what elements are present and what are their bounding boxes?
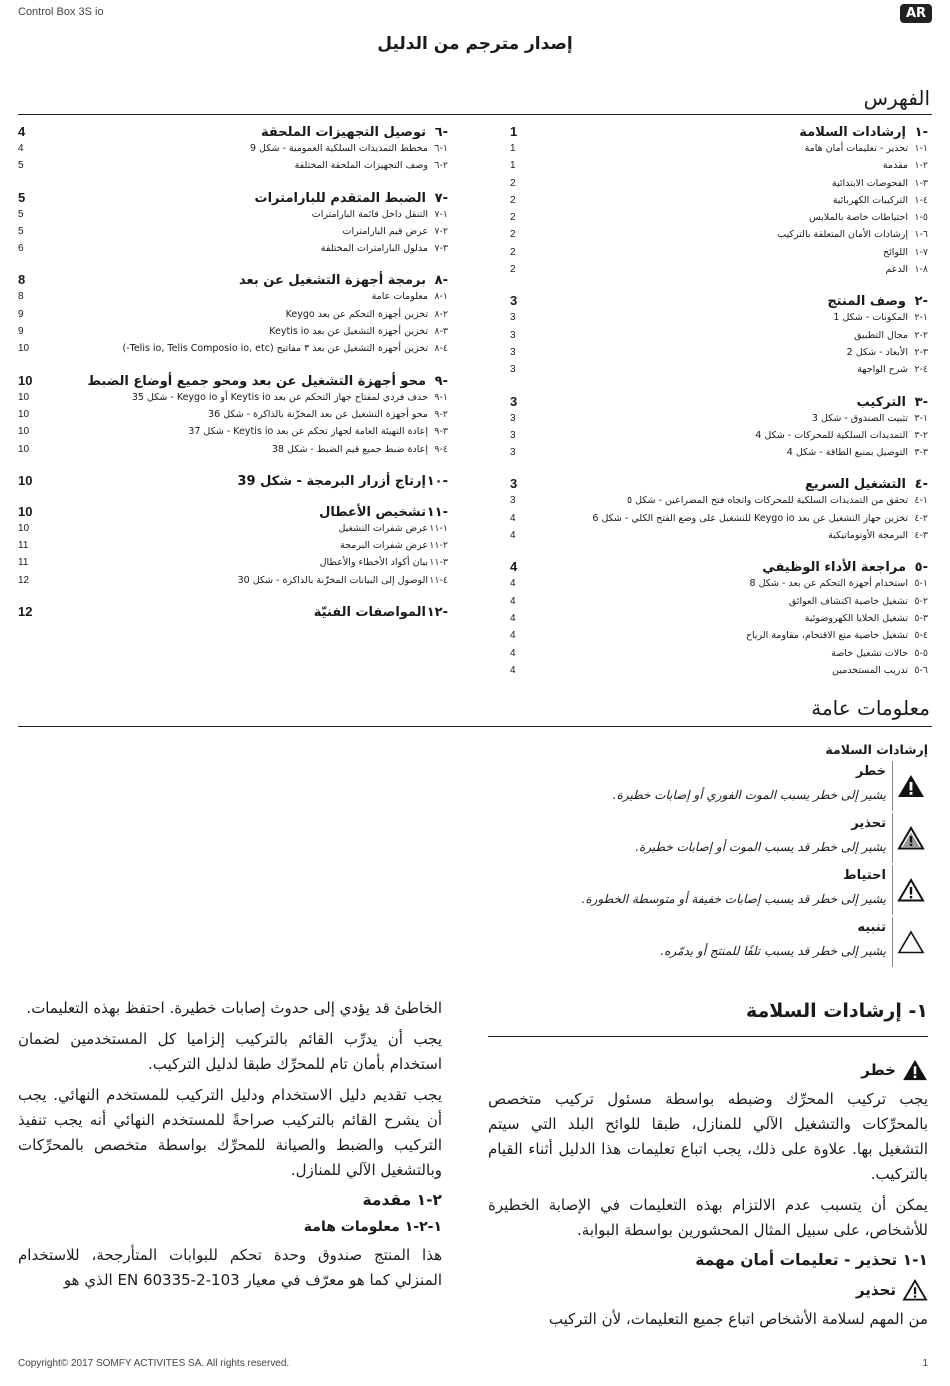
toc-entry-number: ١-٧ <box>434 208 448 220</box>
hazard-signal-word: خطر <box>855 764 886 779</box>
toc-entry <box>18 160 448 177</box>
hazard-row <box>18 813 928 863</box>
toc-entry <box>510 665 928 682</box>
toc-entry-page: 6 <box>18 243 24 255</box>
product-name: Control Box 3S io <box>18 6 104 18</box>
caution-icon <box>897 877 925 903</box>
hazard-description: يشير إلى خطر قد يسبب الموت أو إصابات خطيرة. <box>635 840 886 854</box>
toc-entry-page: 3 <box>510 447 516 459</box>
toc-entry-title: تحذير - تعليمات أمان هامة <box>804 143 908 154</box>
toc-entry-page: 10 <box>18 391 30 403</box>
toc-entry-title: إعادة التهيئة العامة لجهاز تحكم عن بعد Keytis io - شكل 37 <box>188 426 428 438</box>
toc-section-number: -٧ <box>434 190 448 206</box>
safety-levels-title: إرشادات السلامة <box>825 742 928 757</box>
toc-entry <box>510 430 928 447</box>
toc-section <box>510 476 928 547</box>
toc-entry-title: حذف فردي لمفتاح جهاز التحكم عن بعد Keytis io أو Keygo io - شكل 35 <box>131 391 428 403</box>
subsubsection-heading: ١-٢-١ معلومات هامة <box>303 1219 442 1235</box>
toc-entry-page: 10 <box>18 443 30 455</box>
toc-entry-title: حالات تشغيل خاصة <box>831 647 908 659</box>
toc-entry <box>510 143 928 160</box>
toc-entry-page: 1 <box>510 143 516 154</box>
toc-entry <box>18 309 448 326</box>
toc-entry-page: 2 <box>510 177 516 189</box>
toc-section-title: برمجة أجهزة التشغيل عن بعد <box>239 273 426 289</box>
danger-heading <box>488 1059 928 1081</box>
toc-section-page: 10 <box>18 372 33 388</box>
toc-entry-page: 9 <box>18 326 24 338</box>
paragraph: هذا المنتج صندوق وحدة تحكم للبوابات المتأرجحة، للاستخدام المنزلي كما هو معرّف في معيار EN 60335-2-103 الذي هو <box>18 1246 442 1289</box>
toc-entry-page: 4 <box>510 530 516 542</box>
toc-entry-page: 3 <box>510 329 516 341</box>
toc-entry-title: تدريب المستخدمين <box>832 664 908 676</box>
toc-section-number: -١١ <box>426 504 448 520</box>
toc-entry-page: 5 <box>18 225 24 237</box>
hazard-text <box>18 865 886 915</box>
toc-entry-number: ٦-٥ <box>914 664 928 676</box>
toc-section-title: توصيل التجهيزات الملحقة <box>260 125 426 140</box>
toc-entry-title: التوصيل بمنبع الطاقة - شكل 4 <box>786 447 908 459</box>
toc-title: الفهرس <box>863 86 930 110</box>
toc-entry-number: ٤-٩ <box>434 443 448 455</box>
toc-section-number: -٤ <box>914 477 928 493</box>
hazard-description: يشير إلى خطر قد يسبب تلفًا للمنتج أو يدمّره. <box>660 944 886 958</box>
toc-entry <box>18 143 448 160</box>
toc-entry <box>510 413 928 430</box>
warning-heading <box>488 1279 928 1301</box>
toc-section-title: التشغيل السريع <box>804 477 906 493</box>
hazard-description: يشير إلى خطر يسبب الموت الفوري أو إصابات خطيرة. <box>612 788 886 802</box>
hazard-icon-cell <box>892 761 928 811</box>
toc-entry-title: وصف التجهيزات الملحقة المختلفة <box>294 160 428 172</box>
toc-entry-title: تشغيل الخلايا الكهروضوئية <box>804 612 908 624</box>
toc-entry-title: مقدمة <box>882 160 908 172</box>
toc-entry-title: الدعم <box>885 264 908 276</box>
general-info-divider <box>18 726 932 727</box>
toc-entry <box>18 575 448 592</box>
toc-entry <box>18 444 448 461</box>
toc-entry-title: تحقق من التمديدات السلكية للمحركات واتجاه فتح المصراعين - شكل ٥ <box>626 495 908 507</box>
toc-section-number: -٢ <box>914 294 928 310</box>
toc-entry <box>18 523 448 540</box>
toc-section-title: التركيب <box>856 394 906 410</box>
toc-entry-page: 10 <box>18 343 30 355</box>
toc-entry-number: ٦-١ <box>914 229 928 241</box>
toc-section <box>18 272 448 360</box>
toc-entry-number: ٢-٨ <box>434 308 448 320</box>
toc-section-page: 10 <box>18 503 33 519</box>
toc-entry-title: التمديدات السلكية للمحركات - شكل 4 <box>755 429 908 441</box>
toc-entry-number: ٢-٩ <box>434 408 448 420</box>
toc-entry-page: 2 <box>510 194 516 206</box>
toc-section-number: -٥ <box>914 560 928 576</box>
toc-entry-page: 4 <box>18 143 24 154</box>
toc-entry-page: 11 <box>18 540 29 552</box>
toc-section-number: -١٢ <box>426 605 448 621</box>
toc-entry <box>18 343 448 360</box>
toc-entry-title: البرمجة الأوتوماتيكية <box>828 530 908 542</box>
toc-entry-number: ١-٦ <box>434 143 448 154</box>
toc-entry-number: ٣-٢ <box>914 346 928 358</box>
toc-section-number: -١ <box>914 125 928 140</box>
toc-entry-number: ٢-٧ <box>434 225 448 237</box>
paragraph: من المهم لسلامة الأشخاص اتباع جميع التعليمات، لأن التركيب <box>548 1310 928 1328</box>
paragraph: يمكن أن يتسبب عدم الالتزام بهذه التعليمات في الإصابة الخطيرة للأشخاص، على سبيل المثال المحشورين بواسطة البوابة. <box>488 1196 928 1239</box>
toc-entry <box>510 513 928 530</box>
toc-entry-title: تخزين أجهزة التشغيل عن بعد ٣ مفاتيح (Telis io, Telis Composio io, etc-) <box>122 343 428 355</box>
toc-section-page: 3 <box>510 393 518 409</box>
toc-entry-title: عرض شفرات التشغيل <box>338 522 428 534</box>
toc-section-page: 12 <box>18 604 33 620</box>
safety-levels-box <box>18 742 928 969</box>
toc-entry-page: 2 <box>510 229 516 241</box>
toc-entry-number: ٣-١١ <box>429 557 448 569</box>
paragraph: يجب تركيب المحرِّك وضبطه بواسطة مسئول تركيب متخصص بالمحرِّكات والتشغيل الآلي للمنازل، طبقا للوائح البلد التي سيتم التشغيل بها. علاوة على ذلك، يجب اتباع تعليمات هذا الدليل أثناء القيام بالتركيب. <box>488 1090 928 1183</box>
toc-entry-number: ٢-٣ <box>914 429 928 441</box>
toc-section-heading <box>510 124 928 143</box>
subsection-heading-intro: ٢-١ مقدمة <box>362 1191 442 1209</box>
hazard-row <box>18 917 928 967</box>
toc-entry-number: ٧-١ <box>914 246 928 258</box>
toc-entry-title: إعادة ضبط جميع قيم الضبط - شكل 38 <box>271 443 428 455</box>
toc-entry-number: ٣-٣ <box>914 447 928 459</box>
toc-entry <box>510 312 928 329</box>
toc-entry-number: ٥-١ <box>914 212 928 224</box>
toc-section <box>18 604 448 623</box>
toc-right-column <box>510 124 928 694</box>
toc-entry-page: 3 <box>510 346 516 358</box>
toc-entry-title: الفحوصات الابتدائية <box>831 177 908 189</box>
toc-entry-page: 1 <box>510 160 516 172</box>
toc-section-heading <box>18 190 448 209</box>
toc-entry <box>18 540 448 557</box>
toc-entry-number: ١-٩ <box>434 391 448 403</box>
toc-entry <box>18 557 448 574</box>
toc-section <box>510 394 928 465</box>
toc-entry-title: شرح الواجهة <box>857 364 908 376</box>
copyright-notice: Copyright© 2017 SOMFY ACTIVITES SA. All rights reserved. <box>18 1358 290 1369</box>
toc-entry-title: احتياطات خاصة بالملابس <box>809 212 908 224</box>
toc-section <box>18 124 448 178</box>
toc-section-heading <box>18 473 448 492</box>
toc-entry <box>510 630 928 647</box>
toc-section-number: -٩ <box>434 373 448 389</box>
toc-entry <box>510 530 928 547</box>
toc-entry <box>18 409 448 426</box>
toc-section-heading <box>18 124 448 143</box>
toc-entry <box>510 264 928 281</box>
toc-entry-title: بيان أكواد الأخطاء والأعطال <box>319 557 428 569</box>
toc-entry-number: ٣-٤ <box>914 530 928 542</box>
toc-entry-page: 3 <box>510 412 516 424</box>
toc-section-number: -٦ <box>434 125 448 140</box>
toc-section-page: 10 <box>18 472 33 488</box>
hazard-icon-cell <box>892 917 928 967</box>
toc-entry <box>510 648 928 665</box>
hazard-row <box>18 761 928 811</box>
toc-entry-title: الأبعاد - شكل 2 <box>846 346 908 358</box>
toc-entry <box>510 447 928 464</box>
toc-entry <box>510 330 928 347</box>
notice-icon <box>897 929 925 955</box>
hazard-signal-word: احتياط <box>843 868 886 883</box>
toc-section <box>18 373 448 461</box>
toc-entry-number: ١-١١ <box>429 522 448 534</box>
toc-entry-page: 3 <box>510 429 516 441</box>
toc-entry-number: ٨-١ <box>914 264 928 276</box>
toc-section-page: 4 <box>510 559 518 575</box>
toc-entry-title: عرض قيم البارامترات <box>342 225 428 237</box>
hazard-description: يشير إلى خطر قد يسبب إصابات خفيفة أو متوسطة الخطورة. <box>581 892 886 906</box>
toc-section-heading <box>18 504 448 523</box>
paragraph: يجب تقديم دليل الاستخدام ودليل التركيب للمستخدم النهائي. يجب أن يشرح القائم بالتركيب صراحةً للمستخدم النهائي أنه يجب تنفيذ التركيب والضبط والصيانة للمحرِّك بواسطة متخصص بالمحرِّكات وبالتشغيل الآلي للمنازل. <box>18 1086 442 1179</box>
toc-entry-page: 11 <box>18 557 29 569</box>
toc-entry-number: ٢-٢ <box>914 329 928 341</box>
toc-section-title: إرتاج أزرار البرمجة - شكل 39 <box>237 473 426 489</box>
toc-entry-page: 8 <box>18 291 24 303</box>
toc-section-title: مراجعة الأداء الوظيفي <box>762 560 906 576</box>
toc-section <box>18 190 448 261</box>
toc-entry <box>18 209 448 226</box>
toc-section-title: محو أجهزة التشغيل عن بعد ومحو جميع أوضاع الضبط <box>87 373 426 389</box>
toc-entry-page: 5 <box>18 208 24 220</box>
toc-section <box>18 473 448 492</box>
toc-section <box>510 293 928 381</box>
toc-entry <box>510 596 928 613</box>
toc-section-title: تشخيص الأعطال <box>319 504 426 520</box>
toc-section-number: -٣ <box>914 394 928 410</box>
warning-label: تحذير <box>855 1281 896 1299</box>
danger-icon <box>902 1059 928 1081</box>
toc-section <box>510 124 928 281</box>
hazard-text <box>18 813 886 863</box>
toc-entry <box>18 392 448 409</box>
toc-section-title: إرشادات السلامة <box>799 125 906 140</box>
toc-entry-number: ١-٨ <box>434 291 448 303</box>
toc-entry-title: التنقل داخل قائمة البارامترات <box>311 208 428 220</box>
toc-entry-title: تشغيل خاصية اكتشاف العوائق <box>788 595 908 607</box>
toc-entry-page: 2 <box>510 264 516 276</box>
toc-section-page: 8 <box>18 272 26 288</box>
toc-entry-number: ٢-٦ <box>434 160 448 172</box>
section-heading-safety: ١- إرشادات السلامة <box>745 1000 928 1022</box>
toc-entry-number: ٤-٢ <box>914 364 928 376</box>
toc-entry <box>510 495 928 512</box>
paragraph: الخاطئ قد يؤدي إلى حدوث إصابات خطيرة. احتفظ بهذه التعليمات. <box>26 999 442 1017</box>
toc-entry-number: ١-٥ <box>914 578 928 590</box>
toc-entry <box>510 178 928 195</box>
toc-entry-title: التركيبات الكهربائية <box>832 194 908 206</box>
toc-entry <box>510 578 928 595</box>
toc-entry-page: 5 <box>18 160 24 172</box>
left-text-column <box>18 996 442 1299</box>
toc-entry-page: 4 <box>510 595 516 607</box>
toc-entry-page: 2 <box>510 246 516 258</box>
hazard-signal-word: تحذير <box>851 816 886 831</box>
page-number: 1 <box>922 1358 928 1369</box>
hazard-text <box>18 917 886 967</box>
toc-left-column <box>18 124 448 635</box>
toc-section-heading <box>18 604 448 623</box>
toc-entry-number: ١-٤ <box>914 495 928 507</box>
toc-entry <box>18 226 448 243</box>
toc-entry-page: 2 <box>510 212 516 224</box>
toc-entry-number: ١-٢ <box>914 312 928 324</box>
toc-entry-title: تشغيل خاصية منع الاقتحام، مقاومة الرياح <box>745 630 908 642</box>
toc-section-page: 4 <box>18 124 26 139</box>
toc-entry-page: 4 <box>510 512 516 524</box>
toc-section-heading <box>510 559 928 578</box>
toc-section-title: الضبط المتقدم للبارامترات <box>254 190 426 206</box>
warning-icon <box>897 825 925 851</box>
language-badge: AR <box>900 4 932 23</box>
toc-divider <box>18 114 932 115</box>
hazard-icon-cell <box>892 865 928 915</box>
toc-entry <box>510 160 928 177</box>
toc-entry <box>510 212 928 229</box>
toc-entry-number: ٢-٤ <box>914 512 928 524</box>
hazard-icon-cell <box>892 813 928 863</box>
toc-entry-page: 4 <box>510 664 516 676</box>
toc-entry-title: تخزين أجهزة التحكم عن بعد Keygo <box>285 308 428 320</box>
toc-entry <box>510 613 928 630</box>
toc-entry <box>510 247 928 264</box>
toc-entry <box>510 195 928 212</box>
heading-rule <box>488 1036 928 1037</box>
general-info-title: معلومات عامة <box>811 696 930 720</box>
toc-entry-number: ١-١ <box>914 143 928 154</box>
toc-entry <box>18 291 448 308</box>
toc-entry-page: 4 <box>510 630 516 642</box>
toc-entry-title: تثبيت الصندوق - شكل 3 <box>811 412 908 424</box>
toc-entry-page: 4 <box>510 647 516 659</box>
warning-icon <box>902 1279 928 1301</box>
toc-entry-page: 10 <box>18 408 30 420</box>
toc-section <box>18 504 448 592</box>
paragraph: يجب أن يدرِّب القائم بالتركيب إلزاميا كل المستخدمين لضمان استخدام بأمان تام للمحرِّك طبقا لدليل التركيب. <box>18 1030 442 1073</box>
toc-entry-page: 9 <box>18 308 24 320</box>
toc-entry-page: 4 <box>510 612 516 624</box>
toc-entry-title: المكونات - شكل 1 <box>833 312 908 324</box>
subsection-heading-warning: ١-١ تحذير - تعليمات أمان مهمة <box>695 1251 928 1269</box>
toc-entry <box>18 326 448 343</box>
toc-entry-number: ٣-٧ <box>434 243 448 255</box>
toc-entry-number: ٣-٥ <box>914 612 928 624</box>
toc-entry-number: ٣-٨ <box>434 326 448 338</box>
toc-entry <box>18 426 448 443</box>
toc-entry-number: ٥-٥ <box>914 647 928 659</box>
toc-section-heading <box>510 293 928 312</box>
toc-entry-title: مجال التطبيق <box>854 329 908 341</box>
danger-label: خطر <box>861 1061 896 1079</box>
toc-section-page: 3 <box>510 293 518 309</box>
toc-entry <box>18 243 448 260</box>
toc-entry-page: 3 <box>510 364 516 376</box>
toc-entry-number: ٣-٩ <box>434 426 448 438</box>
hazard-signal-word: تنبيه <box>857 920 886 935</box>
hazard-list <box>18 761 928 967</box>
toc-entry-title: مدلول البارامترات المختلفة <box>320 243 428 255</box>
toc-entry-number: ٤-١ <box>914 194 928 206</box>
toc-entry-title: استخدام أجهزة التحكم عن بعد - شكل 8 <box>749 578 908 590</box>
toc-entry-page: 3 <box>510 312 516 324</box>
toc-entry-page: 10 <box>18 522 30 534</box>
toc-entry-page: 10 <box>18 426 30 438</box>
toc-section-page: 1 <box>510 124 518 139</box>
toc-entry-title: اللوائح <box>882 246 908 258</box>
toc-section-heading <box>510 476 928 495</box>
toc-section-heading <box>18 373 448 392</box>
toc-entry-title: محو أجهزة التشغيل عن بعد المخزّنة بالذاكرة - شكل 36 <box>208 408 428 420</box>
toc-section-number: -١٠ <box>426 473 448 489</box>
toc-entry-number: ٢-١ <box>914 160 928 172</box>
toc-entry-title: مخطط التمديدات السلكية العمومية - شكل 9 <box>249 143 428 154</box>
toc-entry-page: 12 <box>18 574 30 586</box>
danger-icon <box>897 773 925 799</box>
toc-entry-number: ٢-١١ <box>429 540 448 552</box>
toc-entry-number: ٤-١١ <box>429 574 448 586</box>
toc-entry <box>510 347 928 364</box>
toc-section-page: 5 <box>18 189 26 205</box>
toc-section-heading <box>510 394 928 413</box>
toc-entry-number: ٤-٥ <box>914 630 928 642</box>
right-text-column <box>488 1000 928 1338</box>
toc-section-title: المواصفات الفنيّة <box>313 605 426 621</box>
toc-entry-number: ٤-٨ <box>434 343 448 355</box>
document-title: إصدار مترجم من الدليل <box>377 34 573 54</box>
toc-entry <box>510 364 928 381</box>
toc-entry-number: ٣-١ <box>914 177 928 189</box>
toc-entry-title: عرض شفرات البرمجة <box>340 540 428 552</box>
toc-entry-number: ٢-٥ <box>914 595 928 607</box>
toc-entry-title: إرشادات الأمان المتعلقة بالتركيب <box>777 229 908 241</box>
hazard-text <box>18 761 886 811</box>
toc-entry-page: 3 <box>510 495 516 507</box>
toc-entry-page: 4 <box>510 578 516 590</box>
toc-entry-title: معلومات عامة <box>371 291 428 303</box>
toc-entry-title: الوصول إلى البيانات المخزّنة بالذاكرة - شكل 30 <box>237 574 428 586</box>
toc-entry-title: تخزين أجهزة التشغيل عن بعد Keytis io <box>269 326 428 338</box>
toc-entry <box>510 229 928 246</box>
toc-section-heading <box>18 272 448 291</box>
toc-entry-title: تخزين جهاز التشغيل عن بعد Keygo io للتشغيل على وضع الفتح الكلي - شكل 6 <box>592 512 908 524</box>
toc-entry-number: ١-٣ <box>914 412 928 424</box>
toc-section-number: -٨ <box>434 273 448 289</box>
toc-section <box>510 559 928 682</box>
hazard-row <box>18 865 928 915</box>
toc-section-title: وصف المنتج <box>827 294 906 310</box>
toc-section-page: 3 <box>510 476 518 492</box>
